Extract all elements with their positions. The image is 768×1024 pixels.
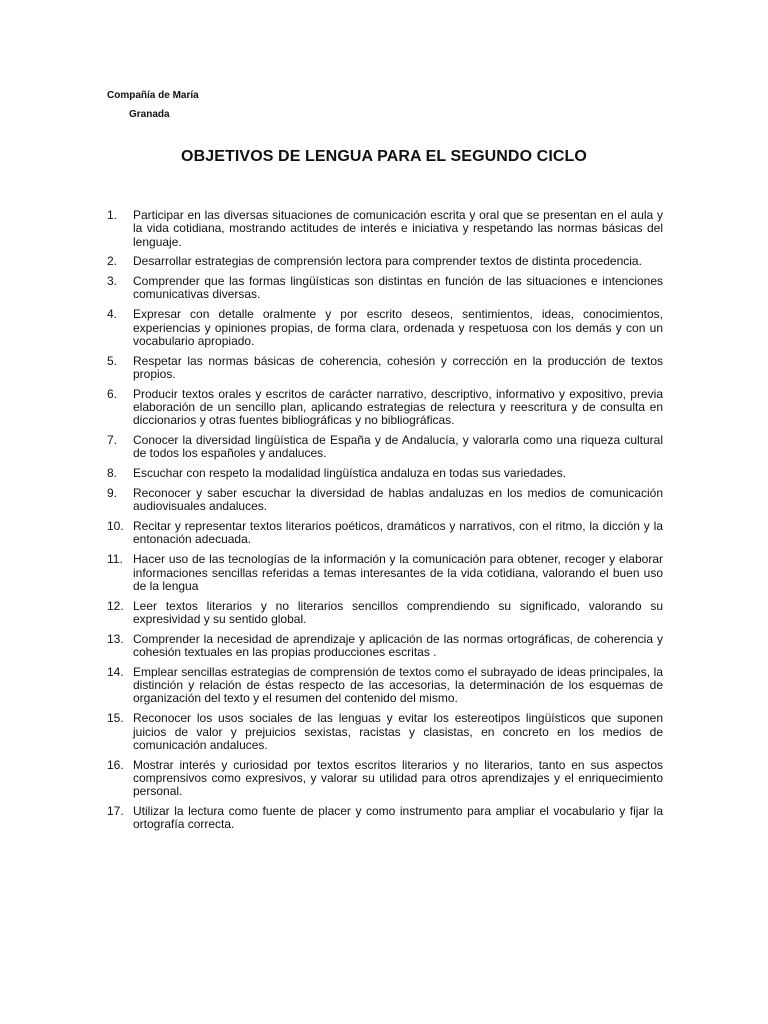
- objective-item: [107, 388, 663, 428]
- objective-item: [107, 553, 663, 593]
- organization-city: Granada: [129, 109, 170, 120]
- objective-number: 6.: [107, 386, 118, 401]
- objective-number: 15.: [107, 711, 124, 726]
- objective-item: [107, 434, 663, 461]
- objective-number: 16.: [107, 757, 124, 772]
- objective-item: [107, 467, 663, 480]
- objective-text: Reconocer los usos sociales de las lenguas y evitar los estereotipos lingüísticos que suponen juicios de valor y prejuicios sexistas, racistas y clasistas, en concreto en los medios de comunicación andaluces.: [133, 711, 663, 752]
- objective-item: [107, 805, 663, 832]
- objective-item: [107, 255, 663, 268]
- organization-name: Compañía de María: [107, 90, 199, 101]
- objective-text: Leer textos literarios y no literarios sencillos comprendiendo su significado, valorando su expresividad y su sentido global.: [133, 598, 663, 626]
- objective-item: [107, 308, 663, 348]
- objective-text: Comprender la necesidad de aprendizaje y aplicación de las normas ortográficas, de coherencia y cohesión textuales en las propias producciones escritas .: [133, 631, 663, 660]
- objective-number: 5.: [107, 353, 118, 368]
- objective-number: 8.: [107, 466, 118, 481]
- objective-item: [107, 487, 663, 514]
- objective-number: 7.: [107, 433, 118, 448]
- objective-item: [107, 633, 663, 660]
- objective-item: [107, 355, 663, 382]
- objective-text: Utilizar la lectura como fuente de placer y como instrumento para ampliar el vocabulario y fijar la ortografía correcta.: [133, 803, 663, 832]
- objective-item: [107, 712, 663, 752]
- objective-text: Comprender que las formas lingüísticas son distintas en función de las situaciones e intenciones comunicativas diversas.: [133, 274, 663, 302]
- objective-number: 9.: [107, 486, 118, 501]
- objective-number: 13.: [107, 631, 124, 646]
- objective-item: [107, 209, 663, 249]
- objective-text: Participar en las diversas situaciones de comunicación escrita y oral que se presentan en el aula y la vida cotidiana, mostrando actitudes de interés e iniciativa y respetando las normas básicas del lenguaje.: [133, 208, 663, 249]
- objective-item: [107, 600, 663, 627]
- objective-text: Emplear sencillas estrategias de comprensión de textos como el subrayado de ideas principales, la distinción y relación de éstas respecto de las accesorias, la determinación de los esquemas de organización del texto y el resumen del contenido del mismo.: [133, 664, 663, 706]
- objectives-list: [107, 209, 663, 838]
- objective-text: Mostrar interés y curiosidad por textos escritos literarios y no literarios, tanto en sus aspectos comprensivos como expresivos, y valorar su utilidad para otros aprendizajes y el enriquecimiento personal.: [133, 757, 663, 799]
- objective-text: Recitar y representar textos literarios poéticos, dramáticos y narrativos, con el ritmo, la dicción y la entonación adecuada.: [133, 519, 663, 547]
- objective-item: [107, 666, 663, 706]
- objective-number: 4.: [107, 307, 118, 322]
- objective-text: Escuchar con respeto la modalidad lingüística andaluza en todas sus variedades.: [133, 466, 566, 481]
- document-title: OBJETIVOS DE LENGUA PARA EL SEGUNDO CICLO: [181, 148, 587, 165]
- objective-item: [107, 520, 663, 547]
- objective-text: Respetar las normas básicas de coherencia, cohesión y corrección en la producción de textos propios.: [133, 353, 663, 381]
- objective-text: Conocer la diversidad lingüística de España y de Andalucía, y valorarla como una riqueza cultural de todos los españoles y andaluces.: [133, 433, 663, 461]
- objective-text: Reconocer y saber escuchar la diversidad de hablas andaluzas en los medios de comunicación audiovisuales andaluces.: [133, 486, 663, 514]
- objective-number: 14.: [107, 664, 124, 679]
- objective-text: Producir textos orales y escritos de carácter narrativo, descriptivo, informativo y expositivo, previa elaboración de un sencillo plan, aplicando estrategias de relectura y reescritura y de consulta en diccionarios y otras fuentes bibliográficas y no bibliográficas.: [133, 386, 663, 428]
- objective-number: 2.: [107, 254, 118, 269]
- objective-number: 17.: [107, 803, 124, 818]
- objective-text: Desarrollar estrategias de comprensión lectora para comprender textos de distinta procedencia.: [133, 254, 642, 269]
- objective-text: Expresar con detalle oralmente y por escrito deseos, sentimientos, ideas, conocimientos, experiencias y opiniones propias, de forma clara, ordenada y respetuosa con los demás y con un vocabulario apropiado.: [133, 307, 663, 348]
- objective-text: Hacer uso de las tecnologías de la información y la comunicación para obtener, recoger y elaborar informaciones sencillas referidas a temas interesantes de la vida cotidiana, valorando el buen uso de la lengua: [133, 552, 663, 593]
- objective-number: 3.: [107, 274, 118, 289]
- objective-number: 11.: [107, 552, 123, 567]
- objective-number: 12.: [107, 598, 124, 613]
- objective-item: [107, 759, 663, 799]
- objective-item: [107, 275, 663, 302]
- objective-number: 10.: [107, 519, 124, 534]
- objective-number: 1.: [107, 208, 118, 222]
